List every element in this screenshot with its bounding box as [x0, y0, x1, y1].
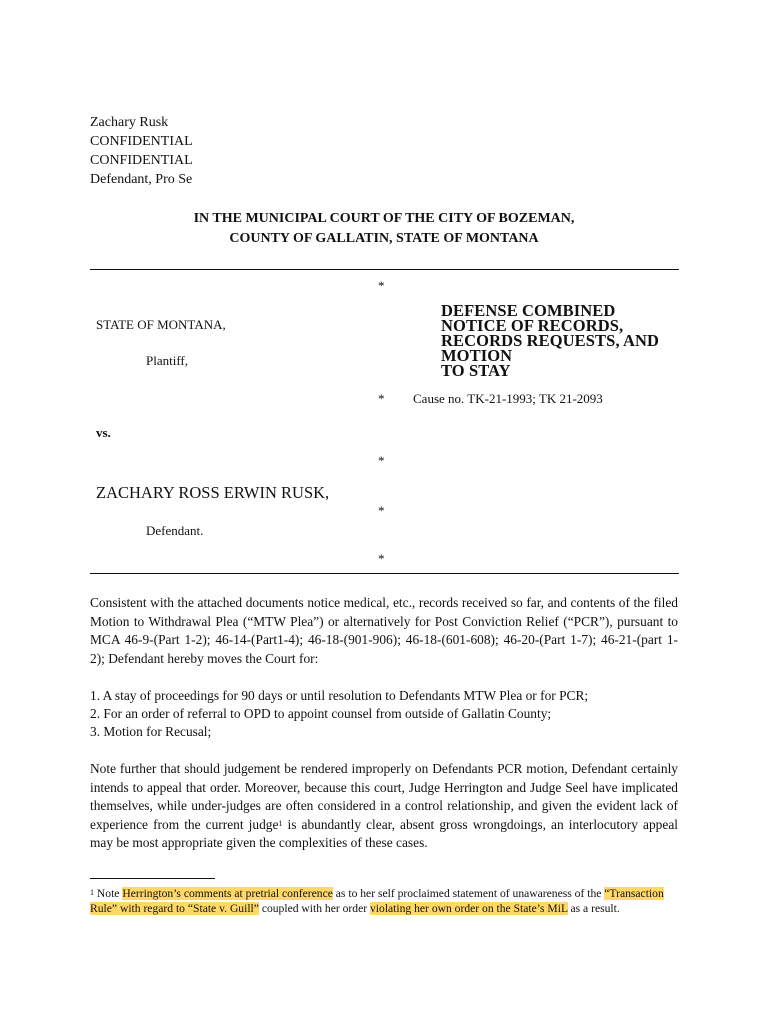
title-line: RECORDS REQUESTS, AND — [441, 331, 660, 350]
caption-star: * — [378, 453, 385, 468]
header-confidential-2: CONFIDENTIAL — [90, 153, 193, 168]
footnote-highlight: “Transaction Rule” with regard to “State v. Guill” — [90, 887, 664, 915]
footnote-highlight: violating her own order on the State’s MiL — [370, 902, 568, 915]
defendant-role: Defendant. — [146, 523, 204, 538]
note-paragraph — [90, 760, 678, 853]
footnote-text: Note — [94, 887, 123, 900]
footnote-text: coupled with her order — [258, 902, 370, 915]
plaintiff-name: STATE OF MONTANA, — [96, 317, 226, 332]
document-title — [441, 303, 681, 378]
note-text-1: Note further that should judgement be rendered improperly on Defendants PCR motion, Defendant certainly intends to appeal that order. Moreover, because this court, Judge Herrington and Judge Seel have implicated themselves, while under-judges are often considered in a control relationship, and given the evident lack of experience from the current judge — [90, 761, 678, 832]
header-role: Defendant, Pro Se — [90, 172, 193, 187]
defendant-name: ZACHARY ROSS ERWIN RUSK, — [96, 483, 330, 502]
court-heading-line2: COUNTY OF GALLATIN, STATE OF MONTANA — [229, 231, 539, 246]
note-text-2: is abundantly clear, absent gross wrongdoings, an interlocutory appeal may be most appropriate given the complexities of these cases. — [90, 816, 678, 850]
caption-star: * — [378, 551, 385, 566]
motion-item-2: 2. For an order of referral to OPD to appoint counsel from outside of Gallatin County; — [90, 706, 552, 721]
footnote-separator — [90, 878, 215, 879]
intro-paragraph: Consistent with the attached documents notice medical, etc., records received so far, and contents of the filed Motion to Withdrawal Plea (“MTW Plea”) or alternatively for Post Conviction Relief (“PCR”), pursuant to MCA 46-9-(Part 1-2); 46-14-(Part1-4); 46-18-(901-906); 46-18-(601-608); 46-20-(Part 1-7); 46-21-(part 1-2); Defendant hereby moves the Court for: — [90, 595, 678, 666]
plaintiff-role: Plantiff, — [146, 353, 189, 368]
caption-star: * — [378, 391, 385, 406]
court-heading-line1: IN THE MUNICIPAL COURT OF THE CITY OF BOZEMAN, — [193, 211, 575, 226]
footnote-mark: 1 — [90, 888, 94, 897]
footnote-text: as to her self proclaimed statement of unawareness of the — [332, 887, 605, 900]
footnote-highlight: Herrington’s comments at pretrial conference — [122, 887, 333, 900]
cause-number: Cause no. TK-21-1993; TK 21-2093 — [413, 391, 603, 406]
versus-label: vs. — [96, 425, 111, 440]
title-line: DEFENSE COMBINED — [441, 301, 616, 320]
footnote-text: as a result. — [567, 902, 620, 915]
title-line: MOTION — [441, 346, 513, 365]
title-line: NOTICE OF RECORDS, — [441, 316, 624, 335]
motion-item-3: 3. Motion for Recusal; — [90, 724, 212, 739]
footnote-reference[interactable]: 1 — [278, 818, 283, 828]
header-name: Zachary Rusk — [90, 115, 169, 130]
caption-star: * — [378, 503, 385, 518]
footnote — [90, 886, 682, 916]
header-confidential-1: CONFIDENTIAL — [90, 134, 193, 149]
caption-top-rule — [90, 269, 679, 270]
motion-item-1: 1. A stay of proceedings for 90 days or until resolution to Defendants MTW Plea or for PCR; — [90, 688, 589, 703]
title-line: TO STAY — [441, 361, 511, 380]
caption-star: * — [378, 278, 385, 293]
caption-bottom-rule — [90, 573, 679, 574]
